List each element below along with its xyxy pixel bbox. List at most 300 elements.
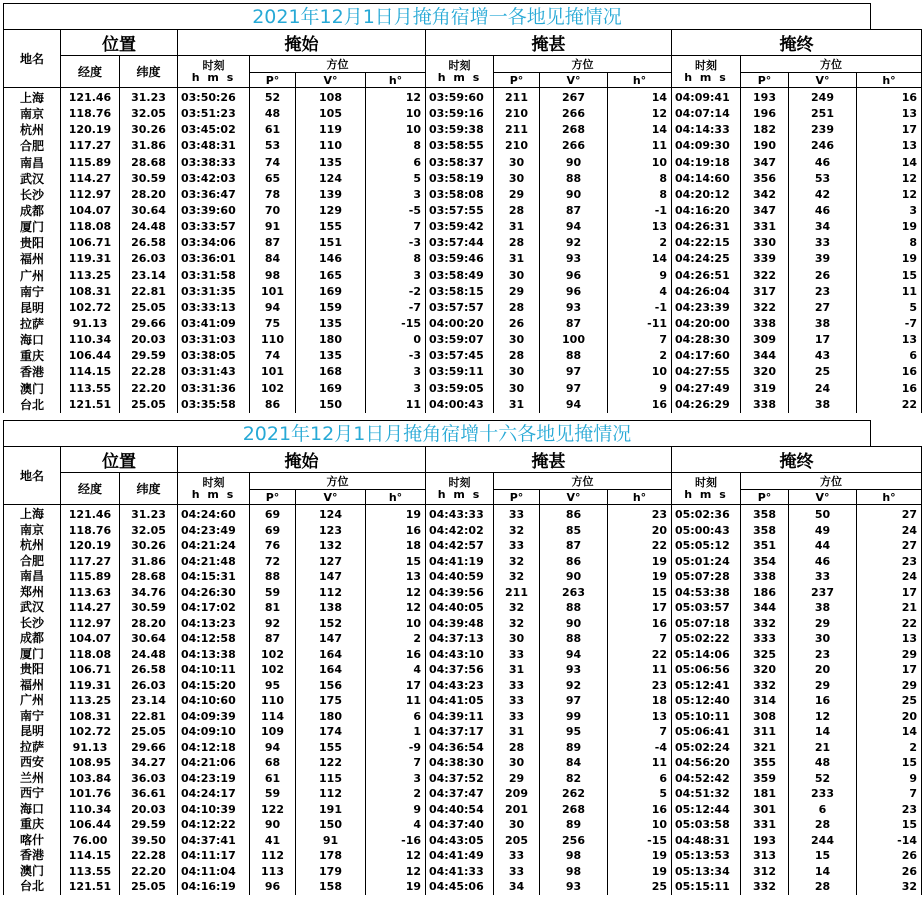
cell-place: 南宁	[19, 284, 44, 299]
cell-start-p: 95	[264, 678, 281, 692]
cell-end-p: 182	[753, 123, 776, 137]
cell-place: 西安	[19, 755, 44, 770]
cell-end-p: 331	[753, 818, 776, 832]
cell-end-p: 196	[753, 107, 776, 121]
cell-start-h: 9	[413, 802, 421, 816]
cell-lat: 22.81	[131, 709, 166, 723]
cell-mid-v: 266	[562, 139, 585, 153]
cell-mid-time: 03:59:11	[429, 365, 484, 379]
occultation-table	[3, 446, 922, 895]
cell-place: 澳门	[19, 381, 44, 396]
cell-mid-p: 32	[508, 523, 525, 537]
cell-start-time: 04:15:31	[181, 570, 236, 584]
cell-end-time: 04:14:60	[675, 171, 730, 185]
cell-mid-time: 04:43:05	[429, 833, 484, 847]
cell-mid-p: 30	[508, 155, 525, 169]
cell-mid-time: 03:57:55	[429, 203, 484, 217]
header-mid: 掩甚	[426, 30, 672, 56]
cell-lon: 108.95	[68, 756, 112, 770]
cell-start-p: 102	[261, 381, 284, 395]
cell-start-p: 96	[264, 880, 281, 894]
cell-start-time: 03:39:60	[181, 203, 236, 217]
cell-end-time: 04:28:30	[675, 333, 730, 347]
header-v: V°	[540, 490, 608, 505]
column-end-v	[789, 88, 857, 413]
cell-start-v: 169	[319, 284, 342, 298]
cell-start-v: 151	[319, 236, 342, 250]
cell-mid-v: 87	[565, 539, 582, 553]
cell-end-time: 04:20:12	[675, 187, 730, 201]
cell-start-h: 2	[413, 787, 421, 801]
cell-mid-v: 266	[562, 107, 585, 121]
cell-lat: 24.48	[131, 220, 166, 234]
cell-lon: 113.63	[68, 585, 112, 599]
cell-mid-p: 30	[508, 171, 525, 185]
cell-start-v: 112	[319, 585, 342, 599]
cell-end-v: 14	[814, 864, 831, 878]
cell-end-h: 19	[901, 252, 917, 266]
cell-start-p: 74	[264, 155, 281, 169]
cell-mid-p: 32	[508, 601, 525, 615]
cell-end-h: 5	[909, 300, 917, 314]
cell-end-time: 04:52:42	[675, 771, 730, 785]
cell-start-time: 04:23:19	[181, 771, 236, 785]
cell-start-v: 123	[319, 523, 342, 537]
cell-mid-v: 82	[565, 771, 582, 785]
cell-start-h: -15	[401, 316, 421, 330]
cell-end-v: 48	[814, 756, 831, 770]
cell-start-p: 59	[264, 787, 281, 801]
cell-end-h: 32	[901, 880, 917, 894]
cell-place: 喀什	[19, 832, 44, 847]
cell-start-h: 15	[405, 554, 421, 568]
cell-start-time: 03:38:33	[181, 155, 236, 169]
cell-mid-h: -1	[654, 203, 667, 217]
header-p: P°	[494, 490, 540, 505]
cell-lon: 119.31	[68, 678, 112, 692]
cell-lat: 30.59	[131, 171, 166, 185]
cell-end-h: 17	[901, 663, 917, 677]
cell-mid-h: 15	[651, 585, 667, 599]
cell-start-v: 159	[319, 300, 342, 314]
header-start: 掩始	[178, 447, 426, 473]
cell-mid-p: 33	[508, 694, 525, 708]
cell-place: 厦门	[19, 646, 44, 661]
cell-end-time: 05:01:24	[675, 554, 730, 568]
cell-start-h: 12	[405, 601, 421, 615]
cell-lat: 39.50	[131, 833, 166, 847]
cell-lon: 121.46	[68, 508, 112, 521]
cell-start-h: 17	[405, 678, 421, 692]
cell-lat: 26.58	[131, 236, 166, 250]
cell-mid-v: 94	[565, 647, 582, 661]
cell-start-h: 19	[405, 880, 421, 894]
header-place: 地名	[4, 447, 61, 505]
cell-end-h: 26	[901, 849, 917, 863]
cell-mid-p: 28	[508, 236, 525, 250]
cell-mid-v: 262	[562, 787, 585, 801]
cell-end-time: 05:13:53	[675, 849, 730, 863]
cell-place: 广州	[19, 693, 44, 708]
cell-end-h: -14	[897, 833, 917, 847]
cell-mid-v: 267	[562, 91, 585, 104]
cell-start-v: 150	[319, 397, 342, 411]
cell-start-p: 48	[264, 107, 281, 121]
table-block-2	[3, 420, 917, 895]
cell-start-h: -9	[408, 740, 421, 754]
cell-mid-h: 16	[651, 616, 667, 630]
cell-end-h: 16	[901, 381, 917, 395]
cell-end-v: 249	[811, 91, 834, 104]
cell-mid-time: 04:00:43	[429, 397, 484, 411]
cell-start-v: 124	[319, 508, 342, 521]
cell-mid-time: 03:58:37	[429, 155, 484, 169]
cell-end-p: 308	[753, 709, 776, 723]
cell-mid-time: 04:41:33	[429, 864, 484, 878]
cell-end-v: 16	[814, 694, 831, 708]
cell-end-time: 04:23:39	[675, 300, 730, 314]
cell-mid-h: -11	[647, 316, 667, 330]
cell-start-v: 115	[319, 771, 342, 785]
cell-start-v: 164	[319, 647, 342, 661]
cell-end-p: 358	[753, 523, 776, 537]
cell-mid-p: 26	[508, 316, 525, 330]
cell-end-v: 29	[814, 616, 831, 630]
cell-start-h: 6	[413, 709, 421, 723]
cell-end-v: 251	[811, 107, 834, 121]
cell-mid-p: 201	[505, 802, 528, 816]
cell-end-v: 46	[814, 554, 831, 568]
column-end-h	[857, 505, 922, 895]
cell-end-h: -7	[904, 316, 917, 330]
cell-mid-time: 03:58:49	[429, 268, 484, 282]
cell-start-h: 2	[413, 632, 421, 646]
cell-end-time: 04:56:20	[675, 756, 730, 770]
cell-lat: 30.26	[131, 539, 166, 553]
cell-mid-h: 10	[651, 155, 667, 169]
cell-end-h: 9	[909, 771, 917, 785]
cell-start-time: 04:10:39	[181, 802, 236, 816]
cell-mid-p: 33	[508, 508, 525, 521]
cell-end-v: 29	[814, 678, 831, 692]
cell-mid-h: 16	[651, 802, 667, 816]
cell-mid-h: 19	[651, 864, 667, 878]
cell-start-p: 61	[264, 123, 281, 137]
cell-lon: 113.55	[68, 864, 112, 878]
cell-lon: 114.15	[68, 365, 112, 379]
header-end: 掩终	[672, 30, 922, 56]
cell-end-p: 309	[753, 333, 776, 347]
column-start-p	[250, 88, 296, 413]
cell-end-v: 30	[814, 632, 831, 646]
cell-end-p: 332	[753, 880, 776, 894]
column-start-p	[250, 505, 296, 895]
cell-start-p: 68	[264, 756, 281, 770]
cell-lat: 31.86	[131, 139, 166, 153]
cell-start-h: 6	[413, 155, 421, 169]
cell-lat: 29.59	[131, 818, 166, 832]
cell-start-time: 04:10:11	[181, 663, 236, 677]
cell-end-h: 25	[901, 694, 917, 708]
cell-end-time: 05:02:36	[675, 508, 730, 521]
cell-end-v: 39	[814, 252, 831, 266]
cell-mid-p: 32	[508, 554, 525, 568]
cell-end-p: 330	[753, 236, 776, 250]
cell-mid-p: 31	[508, 397, 525, 411]
cell-end-time: 05:07:28	[675, 570, 730, 584]
cell-start-h: 4	[413, 818, 421, 832]
cell-start-h: 1	[413, 725, 421, 739]
cell-lat: 36.03	[131, 771, 166, 785]
cell-mid-v: 96	[565, 284, 582, 298]
cell-place: 杭州	[19, 123, 44, 138]
column-mid-h	[608, 505, 672, 895]
cell-lat: 22.28	[131, 849, 166, 863]
cell-start-time: 04:24:17	[181, 787, 236, 801]
header-time-mid: 时刻 h m s	[426, 473, 494, 505]
cell-end-h: 17	[901, 585, 917, 599]
cell-start-v: 110	[319, 139, 342, 153]
cell-lon: 91.13	[72, 740, 108, 754]
column-mid-h	[608, 88, 672, 413]
cell-mid-p: 29	[508, 771, 525, 785]
cell-place: 武汉	[19, 600, 44, 615]
cell-start-v: 112	[319, 787, 342, 801]
cell-mid-time: 03:57:44	[429, 236, 484, 250]
cell-start-time: 04:16:19	[181, 880, 236, 894]
cell-mid-v: 88	[565, 601, 582, 615]
column-place	[4, 88, 61, 413]
cell-place: 重庆	[19, 817, 44, 832]
cell-end-p: 355	[753, 756, 776, 770]
cell-end-time: 04:19:18	[675, 155, 730, 169]
cell-mid-h: 8	[659, 187, 667, 201]
cell-end-v: 43	[814, 349, 831, 363]
cell-start-v: 147	[319, 570, 342, 584]
cell-start-p: 122	[261, 802, 284, 816]
cell-start-time: 04:17:02	[181, 601, 236, 615]
cell-mid-v: 96	[565, 268, 582, 282]
column-end-p	[741, 88, 789, 413]
cell-lat: 22.28	[131, 365, 166, 379]
cell-start-h: 0	[413, 333, 421, 347]
column-lon	[61, 505, 120, 895]
cell-start-h: 16	[405, 523, 421, 537]
cell-mid-p: 30	[508, 756, 525, 770]
header-position: 位置	[61, 30, 178, 56]
cell-lat: 23.14	[131, 694, 166, 708]
cell-start-time: 04:21:48	[181, 554, 236, 568]
cell-mid-time: 04:37:13	[429, 632, 484, 646]
cell-mid-time: 04:40:59	[429, 570, 484, 584]
cell-place: 南昌	[19, 569, 44, 584]
cell-lon: 117.27	[68, 554, 112, 568]
cell-mid-h: 9	[659, 268, 667, 282]
cell-lat: 25.05	[131, 300, 166, 314]
header-lon: 经度	[61, 473, 120, 505]
cell-mid-time: 03:59:46	[429, 252, 484, 266]
cell-start-p: 101	[261, 365, 284, 379]
header-time-end: 时刻 h m s	[672, 473, 741, 505]
cell-place: 成都	[19, 203, 44, 218]
cell-place: 西宁	[19, 786, 44, 801]
cell-start-time: 03:34:06	[181, 236, 236, 250]
cell-start-h: 11	[405, 397, 421, 411]
cell-mid-v: 268	[562, 802, 585, 816]
cell-start-p: 102	[261, 647, 284, 661]
cell-end-p: 331	[753, 220, 776, 234]
cell-end-h: 23	[901, 554, 917, 568]
cell-start-p: 92	[264, 616, 281, 630]
cell-mid-v: 97	[565, 381, 582, 395]
cell-end-time: 05:12:44	[675, 802, 730, 816]
cell-place: 昆明	[19, 724, 44, 739]
cell-lon: 115.89	[68, 570, 112, 584]
cell-mid-p: 210	[505, 139, 528, 153]
cell-place: 郑州	[19, 584, 44, 599]
cell-mid-time: 03:59:42	[429, 220, 484, 234]
cell-lon: 106.44	[68, 349, 112, 363]
cell-lon: 112.97	[68, 616, 112, 630]
header-azimuth-start: 方位	[250, 56, 426, 73]
cell-mid-v: 85	[565, 523, 582, 537]
cell-end-time: 05:12:40	[675, 694, 730, 708]
cell-mid-time: 04:36:54	[429, 740, 484, 754]
cell-end-time: 04:22:15	[675, 236, 730, 250]
cell-mid-p: 33	[508, 849, 525, 863]
cell-mid-time: 03:59:07	[429, 333, 484, 347]
cell-end-h: 12	[901, 187, 917, 201]
cell-mid-v: 92	[565, 678, 582, 692]
cell-place: 合肥	[19, 553, 44, 568]
cell-start-v: 158	[319, 880, 342, 894]
cell-mid-v: 94	[565, 397, 582, 411]
cell-end-h: 21	[901, 601, 917, 615]
cell-end-time: 05:12:41	[675, 678, 730, 692]
cell-mid-p: 210	[505, 107, 528, 121]
cell-end-time: 04:27:49	[675, 381, 730, 395]
cell-mid-v: 94	[565, 220, 582, 234]
cell-end-p: 332	[753, 616, 776, 630]
cell-mid-v: 268	[562, 123, 585, 137]
header-time-mid: 时刻 h m s	[426, 56, 494, 88]
cell-start-p: 94	[264, 740, 281, 754]
cell-mid-h: 14	[651, 91, 667, 104]
cell-start-p: 87	[264, 236, 281, 250]
cell-mid-time: 03:59:60	[429, 91, 484, 104]
cell-end-v: 233	[811, 787, 834, 801]
cell-lat: 31.86	[131, 554, 166, 568]
cell-end-p: 317	[753, 284, 776, 298]
cell-end-h: 22	[901, 616, 917, 630]
cell-end-p: 193	[753, 91, 776, 104]
cell-mid-p: 28	[508, 740, 525, 754]
cell-end-v: 38	[814, 601, 831, 615]
cell-end-p: 320	[753, 663, 776, 677]
cell-start-v: 152	[319, 616, 342, 630]
cell-end-h: 24	[901, 570, 917, 584]
cell-start-p: 78	[264, 187, 281, 201]
cell-mid-v: 87	[565, 316, 582, 330]
cell-end-time: 04:17:60	[675, 349, 730, 363]
cell-place: 福州	[19, 677, 44, 692]
cell-start-v: 129	[319, 203, 342, 217]
cell-start-h: 12	[405, 849, 421, 863]
table-body	[4, 505, 922, 895]
cell-end-h: 26	[901, 864, 917, 878]
cell-end-h: 27	[901, 539, 917, 553]
cell-start-v: 180	[319, 333, 342, 347]
cell-start-time: 03:48:31	[181, 139, 236, 153]
cell-lat: 32.05	[131, 107, 166, 121]
cell-end-time: 05:05:12	[675, 539, 730, 553]
cell-start-time: 04:09:39	[181, 709, 236, 723]
cell-start-v: 138	[319, 601, 342, 615]
cell-place: 兰州	[19, 770, 44, 785]
cell-lat: 34.76	[131, 585, 166, 599]
cell-end-h: 17	[901, 123, 917, 137]
header-h: h°	[366, 490, 426, 505]
cell-mid-time: 04:40:05	[429, 601, 484, 615]
cell-end-time: 04:07:14	[675, 107, 730, 121]
cell-mid-time: 03:57:57	[429, 300, 484, 314]
header-time-start: 时刻 h m s	[178, 56, 250, 88]
cell-mid-p: 31	[508, 663, 525, 677]
cell-mid-h: 23	[651, 678, 667, 692]
cell-mid-p: 29	[508, 187, 525, 201]
cell-start-p: 69	[264, 523, 281, 537]
cell-end-p: 313	[753, 849, 776, 863]
header-v: V°	[540, 73, 608, 88]
cell-mid-time: 04:39:56	[429, 585, 484, 599]
cell-place: 广州	[19, 268, 44, 283]
cell-start-time: 04:15:20	[181, 678, 236, 692]
cell-end-h: 2	[909, 740, 917, 754]
cell-mid-h: 12	[651, 107, 667, 121]
header-azimuth-start: 方位	[250, 473, 426, 490]
cell-start-h: 7	[413, 220, 421, 234]
cell-start-v: 122	[319, 756, 342, 770]
header-azimuth-end: 方位	[741, 473, 922, 490]
cell-mid-h: 13	[651, 220, 667, 234]
cell-start-v: 135	[319, 155, 342, 169]
cell-start-p: 98	[264, 268, 281, 282]
cell-end-p: 320	[753, 365, 776, 379]
cell-end-v: 46	[814, 203, 831, 217]
cell-start-h: 13	[405, 570, 421, 584]
cell-start-h: -3	[408, 349, 421, 363]
cell-start-p: 112	[261, 849, 284, 863]
cell-end-h: 13	[901, 139, 917, 153]
cell-mid-time: 03:58:19	[429, 171, 484, 185]
cell-end-v: 15	[814, 849, 831, 863]
cell-start-h: 10	[405, 107, 421, 121]
cell-lon: 110.34	[68, 333, 112, 347]
cell-end-v: 49	[814, 523, 831, 537]
cell-start-h: 8	[413, 252, 421, 266]
cell-mid-v: 263	[562, 585, 585, 599]
cell-mid-time: 04:37:17	[429, 725, 484, 739]
cell-lat: 36.61	[131, 787, 166, 801]
cell-end-p: 314	[753, 694, 776, 708]
cell-start-v: 191	[319, 802, 342, 816]
cell-start-p: 52	[264, 91, 281, 104]
header-v: V°	[296, 73, 366, 88]
cell-mid-h: 2	[659, 349, 667, 363]
cell-mid-h: 7	[659, 725, 667, 739]
cell-start-v: 150	[319, 818, 342, 832]
cell-mid-p: 33	[508, 678, 525, 692]
